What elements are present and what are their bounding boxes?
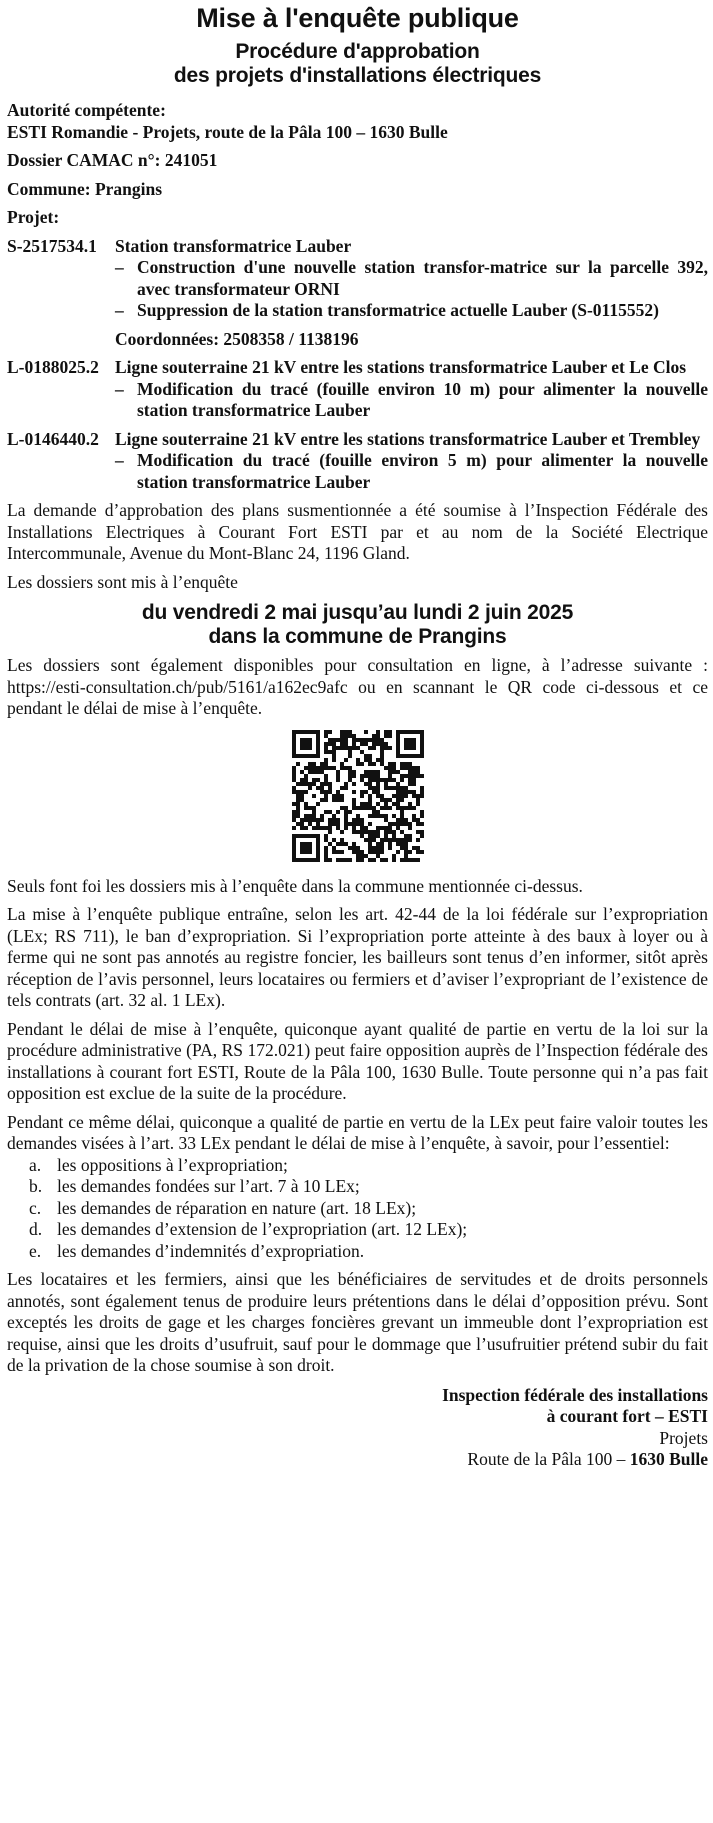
signature-block — [7, 1385, 708, 1471]
list-item-marker: a. — [29, 1154, 42, 1175]
project-title: Ligne souterraine 21 kV entre les stations transformatrice Lauber et Trembley — [115, 428, 701, 449]
enquete-period-commune: dans la commune de Prangins — [208, 625, 507, 648]
project-measure — [115, 257, 708, 300]
signature-line3: Projets — [659, 1427, 708, 1448]
dash-marker: – — [115, 257, 124, 277]
list-item-text: les demandes d’extension de l’expropriation (art. 12 LEx); — [57, 1219, 468, 1239]
projet-label: Projet: — [7, 207, 60, 227]
locataires-paragraph: Les locataires et les fermiers, ainsi que les bénéficiaires de servitudes et de droits personnels annotés, sont également tenus de produire leurs prétentions dans le délai d’opposition prévu. Sont exceptés les droits de gage et les charges foncières grevant un immeuble dont l’expropriation est requise, ainsi que les droits d’usufruit, sauf pour le dommage que l’usufruitier prétend subir du fait de la privation de la chose soumise à son droit. — [7, 1269, 708, 1375]
enquete-period — [7, 601, 708, 649]
commune: Commune: Prangins — [7, 178, 163, 199]
project-measure — [115, 379, 708, 422]
dash-marker: – — [115, 450, 124, 470]
expropriation-paragraph: La mise à l’enquête publique entraîne, selon les art. 42-44 de la loi fédérale sur l’expropriation (LEx; RS 711), le ban d’expropriation. Si l’expropriation porte atteinte à des baux à loyer ou à ferme qui ne sont pas annotés au registre foncier, les bailleurs sont tenus d’en informer, sitôt après réception de l’avis personnel, leurs locataires ou fermiers et d’aviser l’expropriant de l’existence de tels contrats (art. 32 al. 1 LEx). — [7, 904, 708, 1010]
signature-city: 1630 Bulle — [629, 1449, 708, 1469]
authority-label: Autorité compétente: — [7, 100, 166, 120]
signature-line4 — [7, 1449, 708, 1471]
project-body — [115, 357, 708, 422]
enquete-period-dates: du vendredi 2 mai jusqu’au lundi 2 juin 2025 — [141, 601, 574, 624]
project-measure-text: Modification du tracé (fouille environ 5 m) pour alimenter la nouvelle station transformatrice Lauber — [137, 450, 708, 492]
dossiers-paragraph: Les dossiers sont mis à l’enquête — [7, 571, 238, 592]
list-item-marker: b. — [29, 1176, 43, 1196]
foi-paragraph: Seuls font foi les dossiers mis à l’enquête dans la commune mentionnée ci-dessus. — [7, 875, 583, 896]
list-item — [29, 1241, 708, 1263]
dossier-number: Dossier CAMAC n°: 241051 — [7, 150, 218, 170]
project-item — [7, 236, 708, 351]
list-item-marker: c. — [29, 1197, 42, 1218]
project-measure-text: Suppression de la station transformatrice actuelle Lauber (S-0115552) — [137, 300, 659, 320]
project-measure — [115, 300, 708, 322]
signature-line1: Inspection fédérale des installations — [442, 1384, 708, 1405]
notice-subtitle-line2: des projets d'installations électriques — [173, 64, 542, 87]
notice-title: Mise à l'enquête publique — [196, 3, 519, 33]
list-item — [29, 1198, 708, 1220]
list-item-text: les demandes de réparation en nature (art. 18 LEx); — [57, 1197, 417, 1218]
project-item — [7, 357, 708, 422]
list-item — [29, 1219, 708, 1241]
project-item — [7, 429, 708, 494]
request-paragraph: La demande d’approbation des plans susmentionnée a été soumise à l’Inspection Fédérale des Installations Electriques à Courant Fort ESTI par et au nom de la Société Electrique Intercommunale, Avenue du Mont-Blanc 24, 1196 Gland. — [7, 500, 708, 563]
list-item-text: les demandes fondées sur l’art. 7 à 10 LEx; — [57, 1176, 360, 1196]
project-body — [115, 429, 708, 494]
project-code: L-0188025.2 — [7, 357, 99, 377]
project-coordinates: Coordonnées: 2508358 / 1138196 — [115, 328, 359, 349]
online-paragraph: Les dossiers sont également disponibles pour consultation en ligne, à l’adresse suivante : https://esti-consultation.ch/pub/5161/a162ec9afc ou en scannant le QR code ci-dessous et ce pendant le délai de mise à l’enquête. — [7, 655, 708, 718]
project-code: S-2517534.1 — [7, 235, 97, 256]
project-measure-text: Construction d'une nouvelle station transfor-matrice sur la parcelle 392, avec transformateur ORNI — [137, 257, 708, 299]
project-title: Station transformatrice Lauber — [115, 235, 352, 256]
dash-marker: – — [115, 378, 124, 399]
list-item — [29, 1176, 708, 1198]
project-body — [115, 236, 708, 351]
demandes-list — [7, 1155, 708, 1263]
list-item-marker: e. — [29, 1240, 42, 1261]
project-measure-text: Modification du tracé (fouille environ 10 m) pour alimenter la nouvelle station transformatrice Lauber — [137, 378, 708, 420]
list-item-text: les demandes d’indemnités d’expropriation. — [57, 1240, 365, 1261]
authority-value: ESTI Romandie - Projets, route de la Pâla 100 – 1630 Bulle — [7, 121, 448, 142]
qr-code-icon[interactable] — [292, 730, 424, 862]
notice-subtitle-line1: Procédure d'approbation — [235, 40, 480, 63]
project-list — [7, 236, 708, 494]
project-title: Ligne souterraine 21 kV entre les stations transformatrice Lauber et Le Clos — [115, 357, 687, 377]
signature-line2: à courant fort – ESTI — [546, 1406, 708, 1426]
list-item-text: les oppositions à l’expropriation; — [57, 1154, 288, 1175]
demandes-paragraph: Pendant ce même délai, quiconque a qualité de partie en vertu de la LEx peut faire valoir toutes les demandes visées à l’art. 33 LEx pendant le délai de mise à l’enquête, à savoir, pour l’essentiel: — [7, 1111, 708, 1153]
list-item — [29, 1155, 708, 1177]
project-code: L-0146440.2 — [7, 428, 99, 449]
list-item-marker: d. — [29, 1219, 43, 1239]
signature-street: Route de la Pâla 100 – — [467, 1449, 630, 1469]
qr-code-container — [7, 730, 708, 862]
opposition-paragraph: Pendant le délai de mise à l’enquête, quiconque ayant qualité de partie en vertu de la loi sur la procédure administrative (PA, RS 172.021) peut faire opposition auprès de l’Inspection fédérale des installations à courant fort ESTI, Route de la Pâla 100, 1630 Bulle. Toute personne qui n’a pas fait opposition est exclue de la suite de la procédure. — [7, 1018, 708, 1103]
dash-marker: – — [115, 300, 124, 320]
project-measure — [115, 450, 708, 493]
